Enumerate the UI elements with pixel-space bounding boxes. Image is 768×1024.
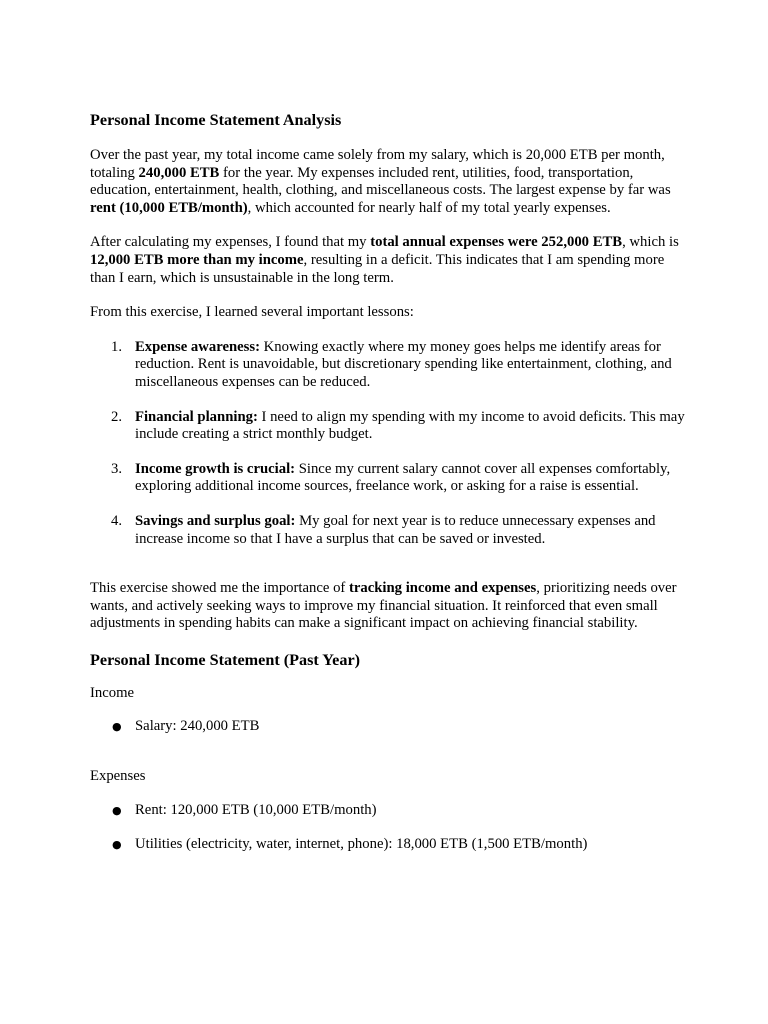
text-run: Over the past year, my total income came solely from my salary, which is 20,000 ETB per month, totaling [90,147,665,181]
bullet-icon: ● [112,838,122,852]
lessons-list [90,339,690,548]
text-run: , prioritizing needs over wants, and actively seeking ways to improve my financial situation. It reinforced that even small adjustments in spending habits can make a significant impact on achieving financial stability. [90,580,677,632]
list-number: 3. [111,460,123,477]
text-run: for the year. My expenses included rent, utilities, food, transportation, education, entertainment, health, clothing, and miscellaneous costs. The largest expense by far was [90,164,671,199]
list-item [90,513,690,548]
text-run: I need to align my spending with my income to avoid deficits. This may include creating a strict monthly budget. [135,408,685,443]
list-item [90,718,690,736]
text-run: After calculating my expenses, I found that my [90,234,371,251]
list-item [90,461,690,496]
text-run: This exercise showed me the importance of [90,580,349,597]
statement-title: Personal Income Statement (Past Year) [90,650,361,669]
text-run: Since my current salary cannot cover all expenses comfortably, exploring additional income sources, freelance work, or asking for a raise is essential. [135,460,671,495]
bold-run: 12,000 ETB more than my income [90,251,304,268]
paragraph-conclusion [90,580,690,633]
bold-run: Savings and surplus goal: [135,512,296,529]
bold-run: tracking income and expenses [348,580,537,597]
paragraph-lessons-intro: From this exercise, I learned several important lessons: [90,304,414,321]
list-item-text: Salary: 240,000 ETB [135,718,260,735]
bold-run: Income growth is crucial: [135,460,296,477]
document-content [90,110,690,854]
list-number: 2. [111,408,123,425]
paragraph-income-summary [90,147,690,217]
bold-run: total annual expenses were 252,000 ETB [370,234,623,251]
bold-run: Financial planning: [135,408,258,425]
bullet-icon: ● [112,803,122,817]
bold-run: 240,000 ETB [138,164,220,181]
expenses-list [90,802,690,854]
paragraph-deficit [90,234,690,287]
text-run: , which is [622,234,679,251]
text-run: Knowing exactly where my money goes helps me identify areas for reduction. Rent is unavoidable, but discretionary spending like entertainment, clothing, and miscellaneous expenses can be reduced. [135,338,672,390]
spacer [90,736,690,768]
text-run: , which accounted for nearly half of my total yearly expenses. [247,199,611,216]
list-item-text: Rent: 120,000 ETB (10,000 ETB/month) [135,801,377,818]
expenses-label: Expenses [90,768,146,785]
income-list [90,718,690,736]
bullet-icon: ● [112,720,122,734]
text-run: , resulting in a deficit. This indicates that I am spending more than I earn, which is unsustainable in the long term. [90,251,665,286]
list-item [90,836,690,854]
list-item [90,409,690,444]
list-item [90,802,690,820]
spacer [90,548,690,580]
income-label: Income [90,684,135,701]
list-item-text: Utilities (electricity, water, internet, phone): 18,000 ETB (1,500 ETB/month) [135,836,588,853]
analysis-title: Personal Income Statement Analysis [90,111,342,129]
list-number: 1. [111,338,123,355]
bold-run: rent (10,000 ETB/month) [90,199,248,216]
bold-run: Expense awareness: [135,338,260,355]
text-run: My goal for next year is to reduce unnecessary expenses and increase income so that I have a surplus that can be saved or invested. [135,512,656,547]
list-number: 4. [111,512,123,529]
list-item [90,339,690,392]
